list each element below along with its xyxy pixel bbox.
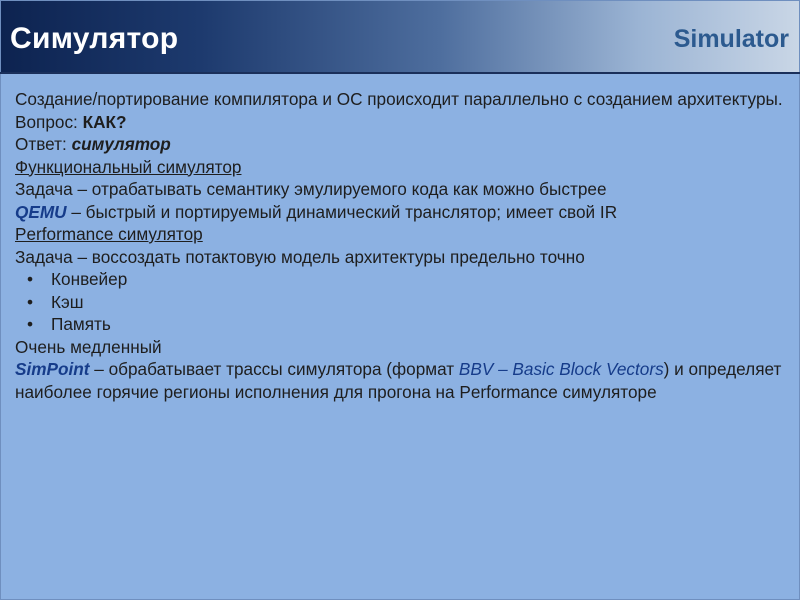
header-divider	[0, 72, 800, 74]
bullet-dot-icon: •	[27, 314, 34, 334]
slide-body	[15, 88, 790, 403]
list-item	[15, 313, 790, 336]
answer-line	[15, 133, 790, 156]
list-item	[15, 268, 790, 291]
simpoint-paragraph	[15, 358, 790, 403]
functional-heading: Функциональный симулятор	[15, 156, 242, 177]
simpoint-bbv: BBV – Basic Block Vectors	[458, 359, 664, 379]
list-item	[15, 291, 790, 314]
slide-header	[1, 1, 799, 72]
bullet-dot-icon: •	[27, 269, 34, 289]
bullet-text: Память	[51, 314, 111, 334]
answer-value: симулятор	[71, 134, 171, 154]
slide-title: Симулятор	[10, 22, 179, 55]
performance-task: Задача – воссоздать потактовую модель архитектуры предельно точно	[15, 246, 585, 267]
simpoint-name: SimPoint	[15, 359, 90, 379]
qemu-line	[15, 201, 790, 224]
performance-heading: Performance симулятор	[15, 224, 203, 244]
intro-question: КАК?	[82, 111, 127, 132]
intro-text: Создание/портирование компилятора и ОС происходит параллельно с созданием архитектуры. Вопрос:	[15, 89, 783, 132]
slow-note: Очень медленный	[15, 336, 162, 357]
simpoint-text-1: – обрабатывает трассы симулятора (формат	[89, 359, 459, 379]
functional-task: Задача – отрабатывать семантику эмулируемого кода как можно быстрее	[15, 179, 607, 199]
intro-paragraph	[15, 88, 790, 133]
answer-label: Ответ:	[15, 134, 72, 154]
bullet-text: Кэш	[51, 291, 84, 312]
brand-label: Simulator	[673, 25, 789, 53]
bullet-text: Конвейер	[51, 269, 128, 289]
bullet-dot-icon: •	[27, 291, 34, 312]
qemu-text: – быстрый и портируемый динамический транслятор; имеет свой IR	[66, 201, 618, 222]
bullet-list	[15, 268, 790, 336]
simpoint-text-2: ) и определяет наиболее горячие регионы исполнения для прогона на Performance симуляторе	[15, 359, 782, 402]
qemu-name: QEMU	[15, 201, 67, 222]
